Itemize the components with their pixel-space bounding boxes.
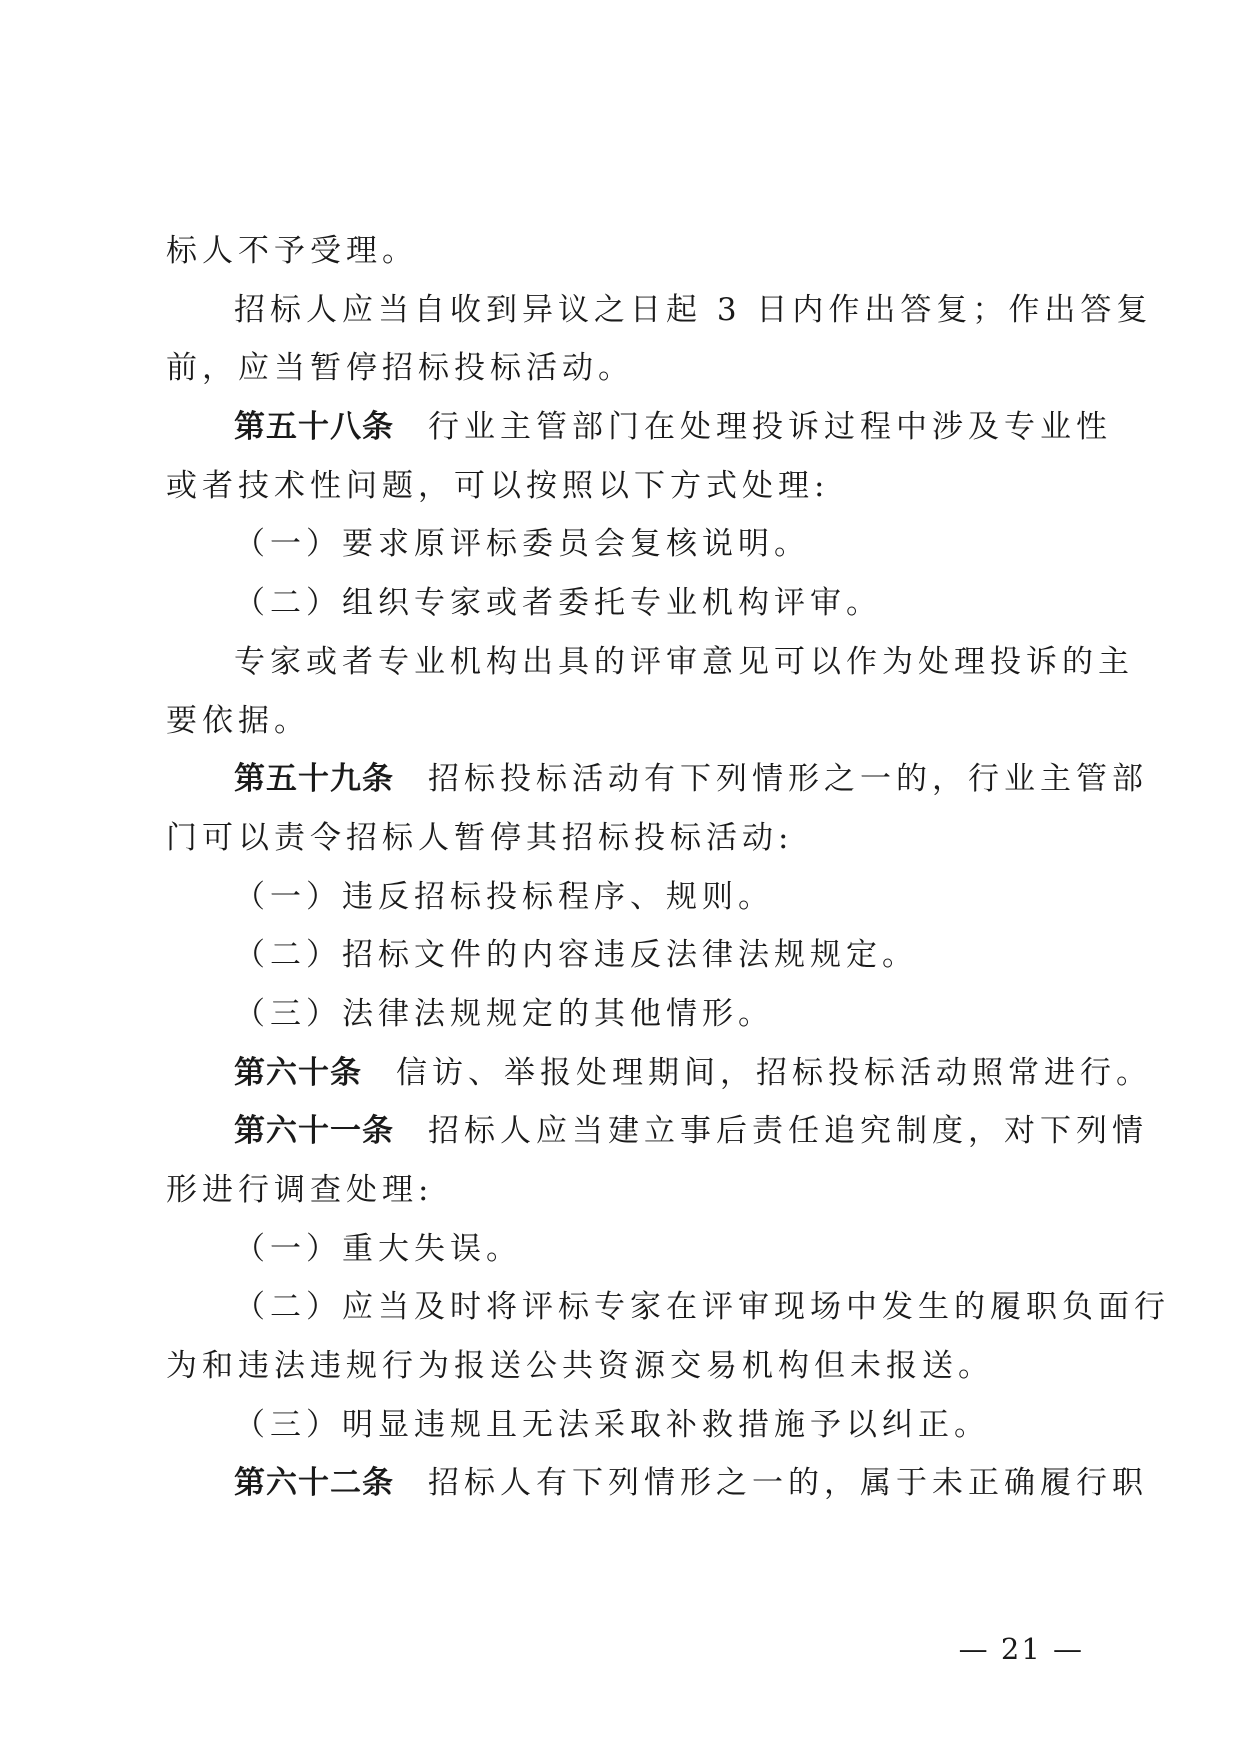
text-line: 专家或者专业机构出具的评审意见可以作为处理投诉的主	[234, 643, 1134, 680]
text-line: 标人不予受理。	[166, 233, 418, 269]
article-line	[166, 1044, 1152, 1103]
list-item: （一）重大失误。	[234, 1230, 522, 1267]
article-text: 招标人有下列情形之一的，属于未正确履行职	[428, 1465, 1148, 1502]
text-line: 前，应当暂停招标投标活动。	[166, 350, 634, 387]
article-line	[166, 1454, 1148, 1513]
article-number: 第六十一条	[234, 1113, 394, 1150]
list-item: （三）法律法规规定的其他情形。	[234, 995, 774, 1032]
text-line: 门可以责令招标人暂停其招标投标活动:	[166, 819, 794, 856]
text-line: 要依据。	[166, 702, 310, 739]
article-line	[166, 750, 1148, 809]
article-line	[166, 1102, 1148, 1161]
article-number: 第六十二条	[234, 1465, 394, 1502]
text-line: 为和违法违规行为报送公共资源交易机构但未报送。	[166, 1348, 994, 1385]
article-line	[166, 398, 1112, 457]
page-number: — 21 —	[958, 1632, 1084, 1666]
article-number: 第五十九条	[234, 761, 394, 798]
article-text: 招标投标活动有下列情形之一的，行业主管部	[428, 761, 1148, 798]
article-number: 第五十八条	[234, 409, 394, 446]
text-line: 招标人应当自收到异议之日起 3 日内作出答复；作出答复	[234, 291, 1153, 328]
article-text: 招标人应当建立事后责任追究制度，对下列情	[428, 1113, 1148, 1150]
list-item: （一）要求原评标委员会复核说明。	[234, 526, 810, 563]
list-item: （一）违反招标投标程序、规则。	[234, 878, 774, 915]
document-body	[166, 222, 1170, 1513]
article-text: 信访、举报处理期间，招标投标活动照常进行。	[396, 1054, 1152, 1091]
list-item: （三）明显违规且无法采取补救措施予以纠正。	[234, 1406, 990, 1443]
article-text: 行业主管部门在处理投诉过程中涉及专业性	[428, 409, 1112, 446]
text-line: 形进行调查处理:	[166, 1172, 434, 1208]
text-line: 或者技术性问题，可以按照以下方式处理:	[166, 467, 830, 504]
list-item: （二）组织专家或者委托专业机构评审。	[234, 585, 882, 622]
list-item: （二）招标文件的内容违反法律法规规定。	[234, 937, 918, 974]
article-number: 第六十条	[234, 1054, 362, 1091]
list-item: （二）应当及时将评标专家在评审现场中发生的履职负面行	[234, 1289, 1170, 1326]
